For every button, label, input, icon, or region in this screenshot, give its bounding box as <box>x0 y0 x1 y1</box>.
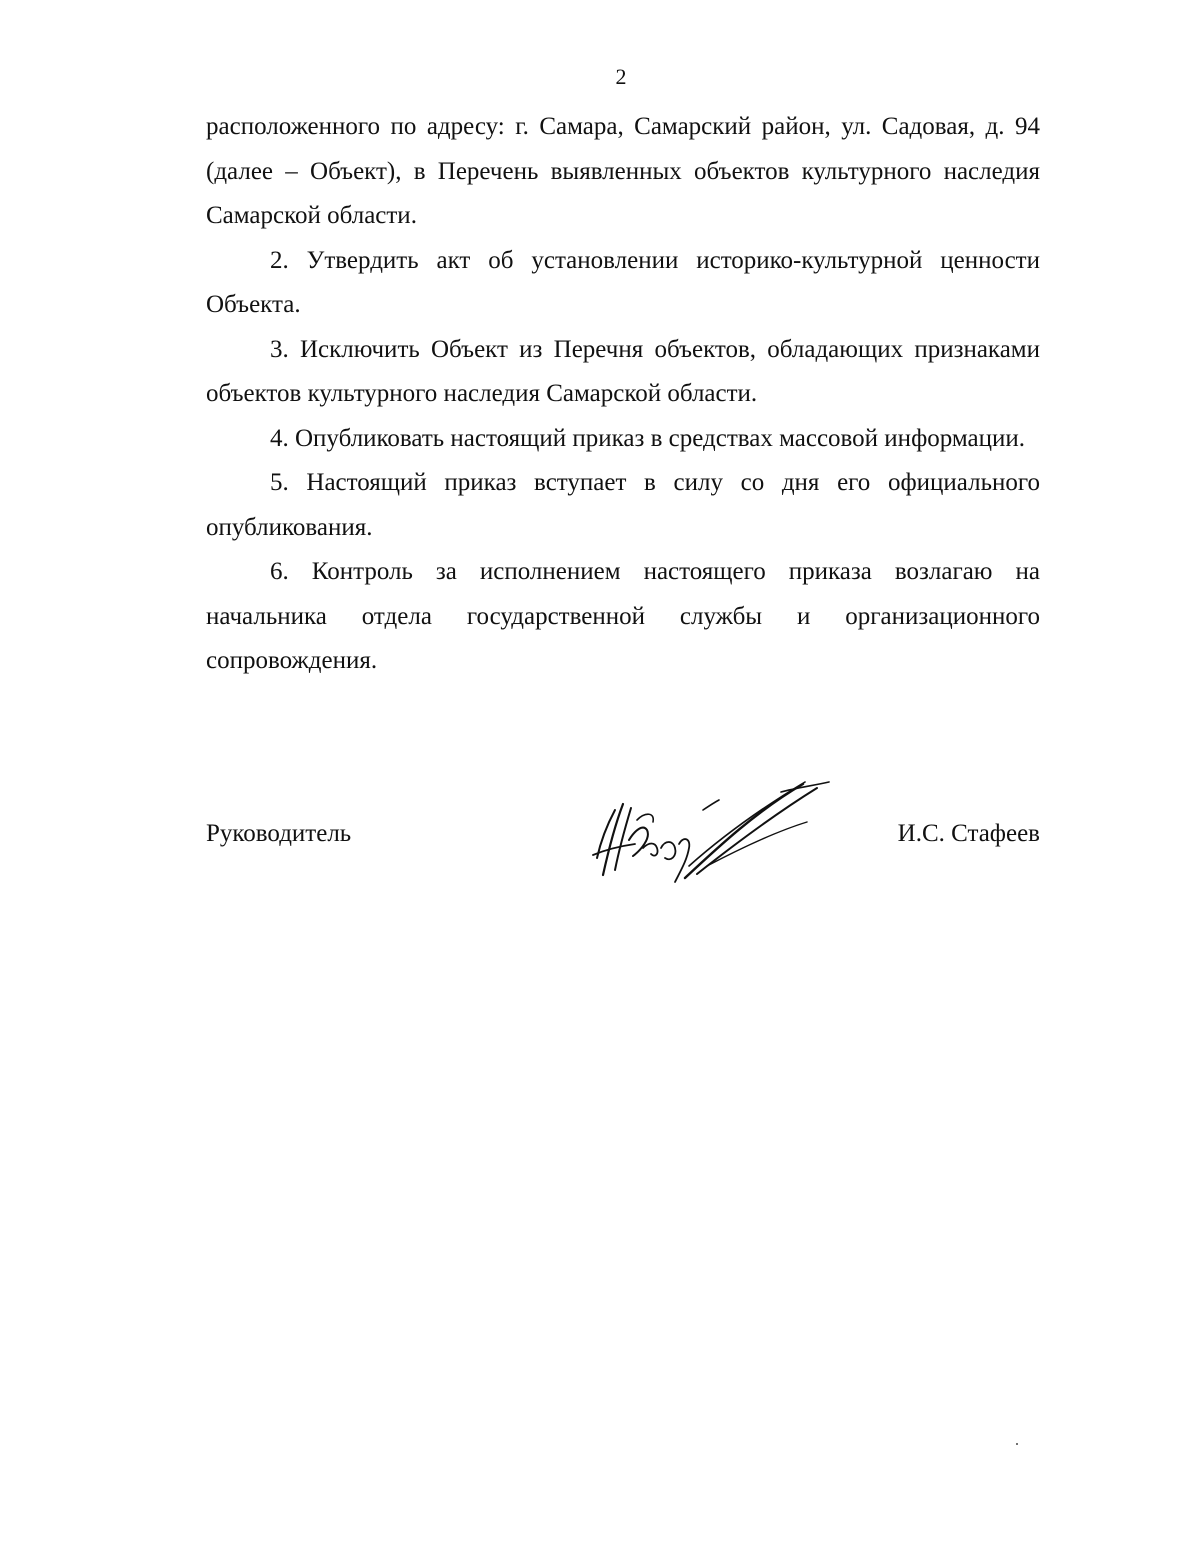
document-body <box>206 105 1040 684</box>
paragraph-item-6: 6. Контроль за исполнением настоящего приказа возлагаю на начальника отдела государственной службы и организационного сопровождения. <box>206 558 1040 674</box>
paragraph-continuation: расположенного по адресу: г. Самара, Самарский район, ул. Садовая, д. 94 (далее – Объект), в Перечень выявленных объектов культурного наследия Самарской области. <box>206 113 1040 229</box>
handwritten-signature <box>585 770 835 890</box>
paragraph-item-2: 2. Утвердить акт об установлении историко-культурной ценности Объекта. <box>206 246 1040 318</box>
signatory-position: Руководитель <box>206 820 352 847</box>
scan-speck <box>1016 1443 1018 1445</box>
paragraph-item-5: 5. Настоящий приказ вступает в силу со дня его официального опубликования. <box>206 469 1040 541</box>
paragraph-item-4: 4. Опубликовать настоящий приказ в средствах массовой информации. <box>270 424 1026 452</box>
paragraph-item-3: 3. Исключить Объект из Перечня объектов, обладающих признаками объектов культурного наследия Самарской области. <box>206 335 1040 407</box>
signatory-name: И.С. Стафеев <box>897 820 1040 847</box>
page-number: 2 <box>615 64 627 89</box>
